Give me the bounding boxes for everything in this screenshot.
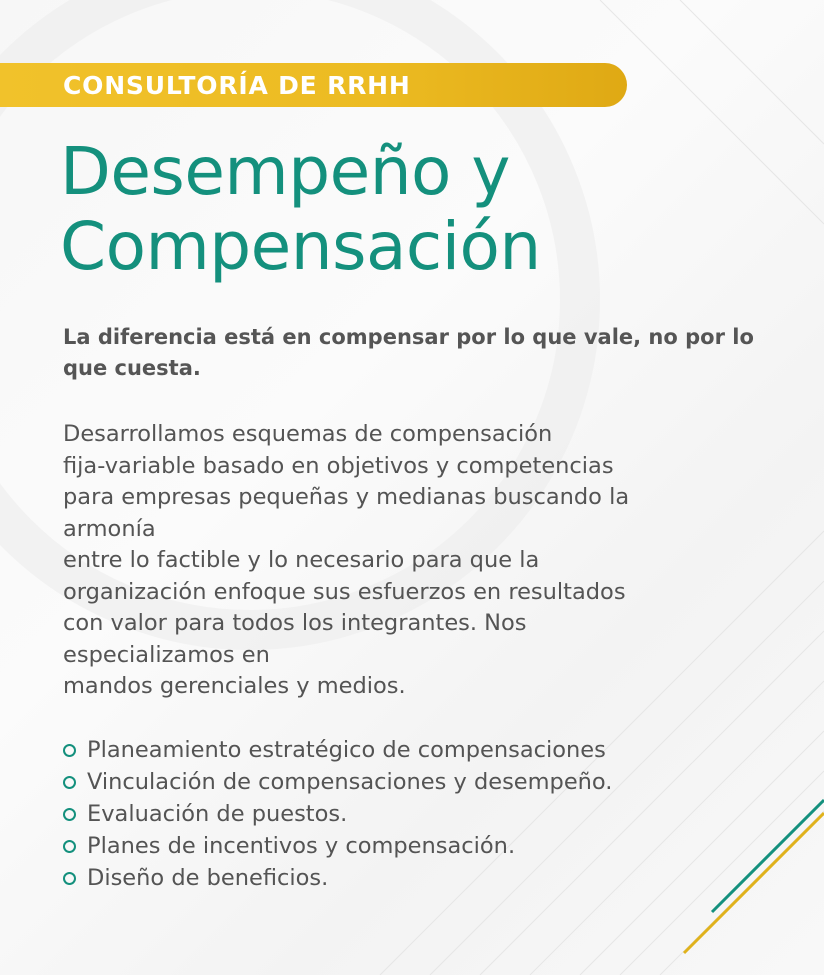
list-item [63, 798, 612, 830]
description-line: organización enfoque sus esfuerzos en resultados [63, 578, 626, 605]
list-item-label: Planes de incentivos y compensación. [87, 833, 516, 859]
gold-stripe [684, 813, 824, 953]
description-line: fija-variable basado en objetivos y competencias [63, 452, 614, 479]
list-item [63, 862, 612, 894]
circle-outline-icon [63, 840, 76, 853]
circle-outline-icon [63, 872, 76, 885]
circle-outline-icon [63, 776, 76, 789]
title-line-1: Desempeño y [60, 133, 510, 210]
description-line: especializamos en [63, 641, 270, 668]
list-item [63, 766, 612, 798]
list-item-label: Vinculación de compensaciones y desempeño. [87, 769, 613, 795]
description-line: con valor para todos los integrantes. Nos [63, 610, 527, 636]
description-line: para empresas pequeñas y medianas buscando la [63, 484, 630, 510]
list-item-label: Planeamiento estratégico de compensaciones [87, 737, 606, 763]
list-item-label: Diseño de beneficios. [87, 865, 329, 891]
teal-stripe [712, 800, 824, 912]
title-line-2: Compensación [60, 208, 541, 285]
list-item [63, 734, 612, 766]
services-list [63, 734, 612, 894]
description-line: Desarrollamos esquemas de compensación [63, 421, 553, 447]
circle-outline-icon [63, 808, 76, 821]
description-line: entre lo factible y lo necesario para que la [63, 547, 540, 573]
list-item-label: Evaluación de puestos. [87, 801, 348, 827]
category-banner [0, 63, 627, 107]
circle-outline-icon [63, 744, 76, 757]
description-paragraph [63, 419, 763, 703]
description-line: armonía [63, 515, 156, 542]
page-title [60, 134, 541, 284]
banner-label: CONSULTORÍA DE RRHH [63, 71, 411, 100]
lead-statement: La diferencia está en compensar por lo que vale, no por lo que cuesta. [63, 325, 754, 380]
description-line: mandos gerenciales y medios. [63, 673, 406, 699]
list-item [63, 830, 612, 862]
